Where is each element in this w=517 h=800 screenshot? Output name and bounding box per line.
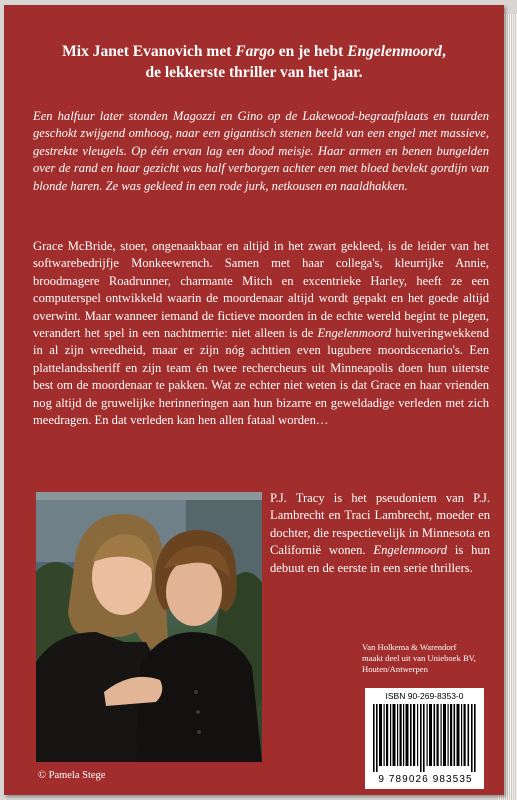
author-bio [270, 490, 490, 577]
publisher-line-3: Houten/Antwerpen [362, 664, 428, 674]
synopsis-paragraph [33, 238, 489, 429]
tagline-line-1 [4, 41, 504, 62]
isbn-number: ISBN 90-269-8353-0 [385, 691, 464, 701]
tagline-line-2: de lekkerste thriller van het jaar. [145, 64, 363, 81]
teaser-excerpt: Een halfuur later stonden Magozzi en Gino op de Lakewood-begraafplaats en tuurden geschokt zwijgend omhoog, naar een gigantisch stenen beeld van een engel met massieve, gestrekte vleugels. Op één ervan lag een dood meisje. Haar armen en benen bungelden over de rand en haar gezicht was half verborgen achter een met bloed bevlekt gordijn van blonde haren. Ze was gekleed in een rode jurk, netkousen en naaldhakken. [33, 109, 489, 193]
tagline-engelenmoord: Engelenmoord [347, 43, 442, 60]
publisher-line-2: maakt deel uit van Unieboek BV, [362, 653, 476, 663]
publisher-info [362, 642, 502, 675]
publisher-line-1: Van Holkema & Warendorf [362, 642, 457, 652]
tagline-text-a: Mix Janet Evanovich met [62, 43, 236, 60]
tagline-comma: , [441, 43, 446, 60]
bio-title: Engelenmoord [373, 543, 448, 558]
tagline-text-c: en je hebt [274, 43, 348, 60]
synopsis-title: Engelenmoord [317, 326, 392, 341]
synopsis-text-1: Grace McBride, stoer, ongenaakbaar en altijd in het zwart gekleed, is de leider van het softwarebedrijfje Monkeewrench. Samen met haar collega's, kleurrijke Annie, broodmagere Roadrunner, charmante Mitch en excentrieke Harley, heeft ze een computerspel ontwikkeld waarin de moordenaar altijd wordt gepakt en het goede altijd overwint. Maar wanneer iemand de fictieve moorden in de echte wereld begint te plegen, verandert het spel in een nachtmerrie: niet alleen is de [33, 239, 489, 341]
tagline-fargo: Fargo [235, 43, 275, 60]
author-photo-icon [36, 492, 262, 762]
photo-credit: © Pamela Stege [38, 770, 106, 781]
back-cover [4, 5, 504, 795]
author-photo [36, 492, 262, 762]
isbn-barcode-box [365, 688, 484, 789]
barcode-digits: 9 789026 983535 [378, 774, 473, 785]
cover-tagline [4, 41, 504, 83]
barcode-icon [373, 704, 476, 772]
bio-text-2: is hun debuut en de eerste in een serie thrillers. [270, 543, 491, 575]
synopsis-text-2: huiveringwekkend in al zijn wreedheid, maar er zijn nóg achttien even lugubere moordscenario's. Een plattelandssheriff en zijn team én twee rechercheurs uit Minneapolis doen hun uiterste best om de moordenaar te pakken. Wat ze echter niet weten is dat Grace en haar vrienden nog altijd de gruwelijke herinneringen aan hun bizarre en geweldadige verleden met zich meedragen. En dat verleden kan hen allen fataal worden… [33, 326, 489, 428]
bio-text-1: P.J. Tracy is het pseudoniem van P.J. Lambrecht en Traci Lambrecht, moeder en dochter, die respectievelijk in Minnesota en Californië wonen. [270, 491, 490, 558]
